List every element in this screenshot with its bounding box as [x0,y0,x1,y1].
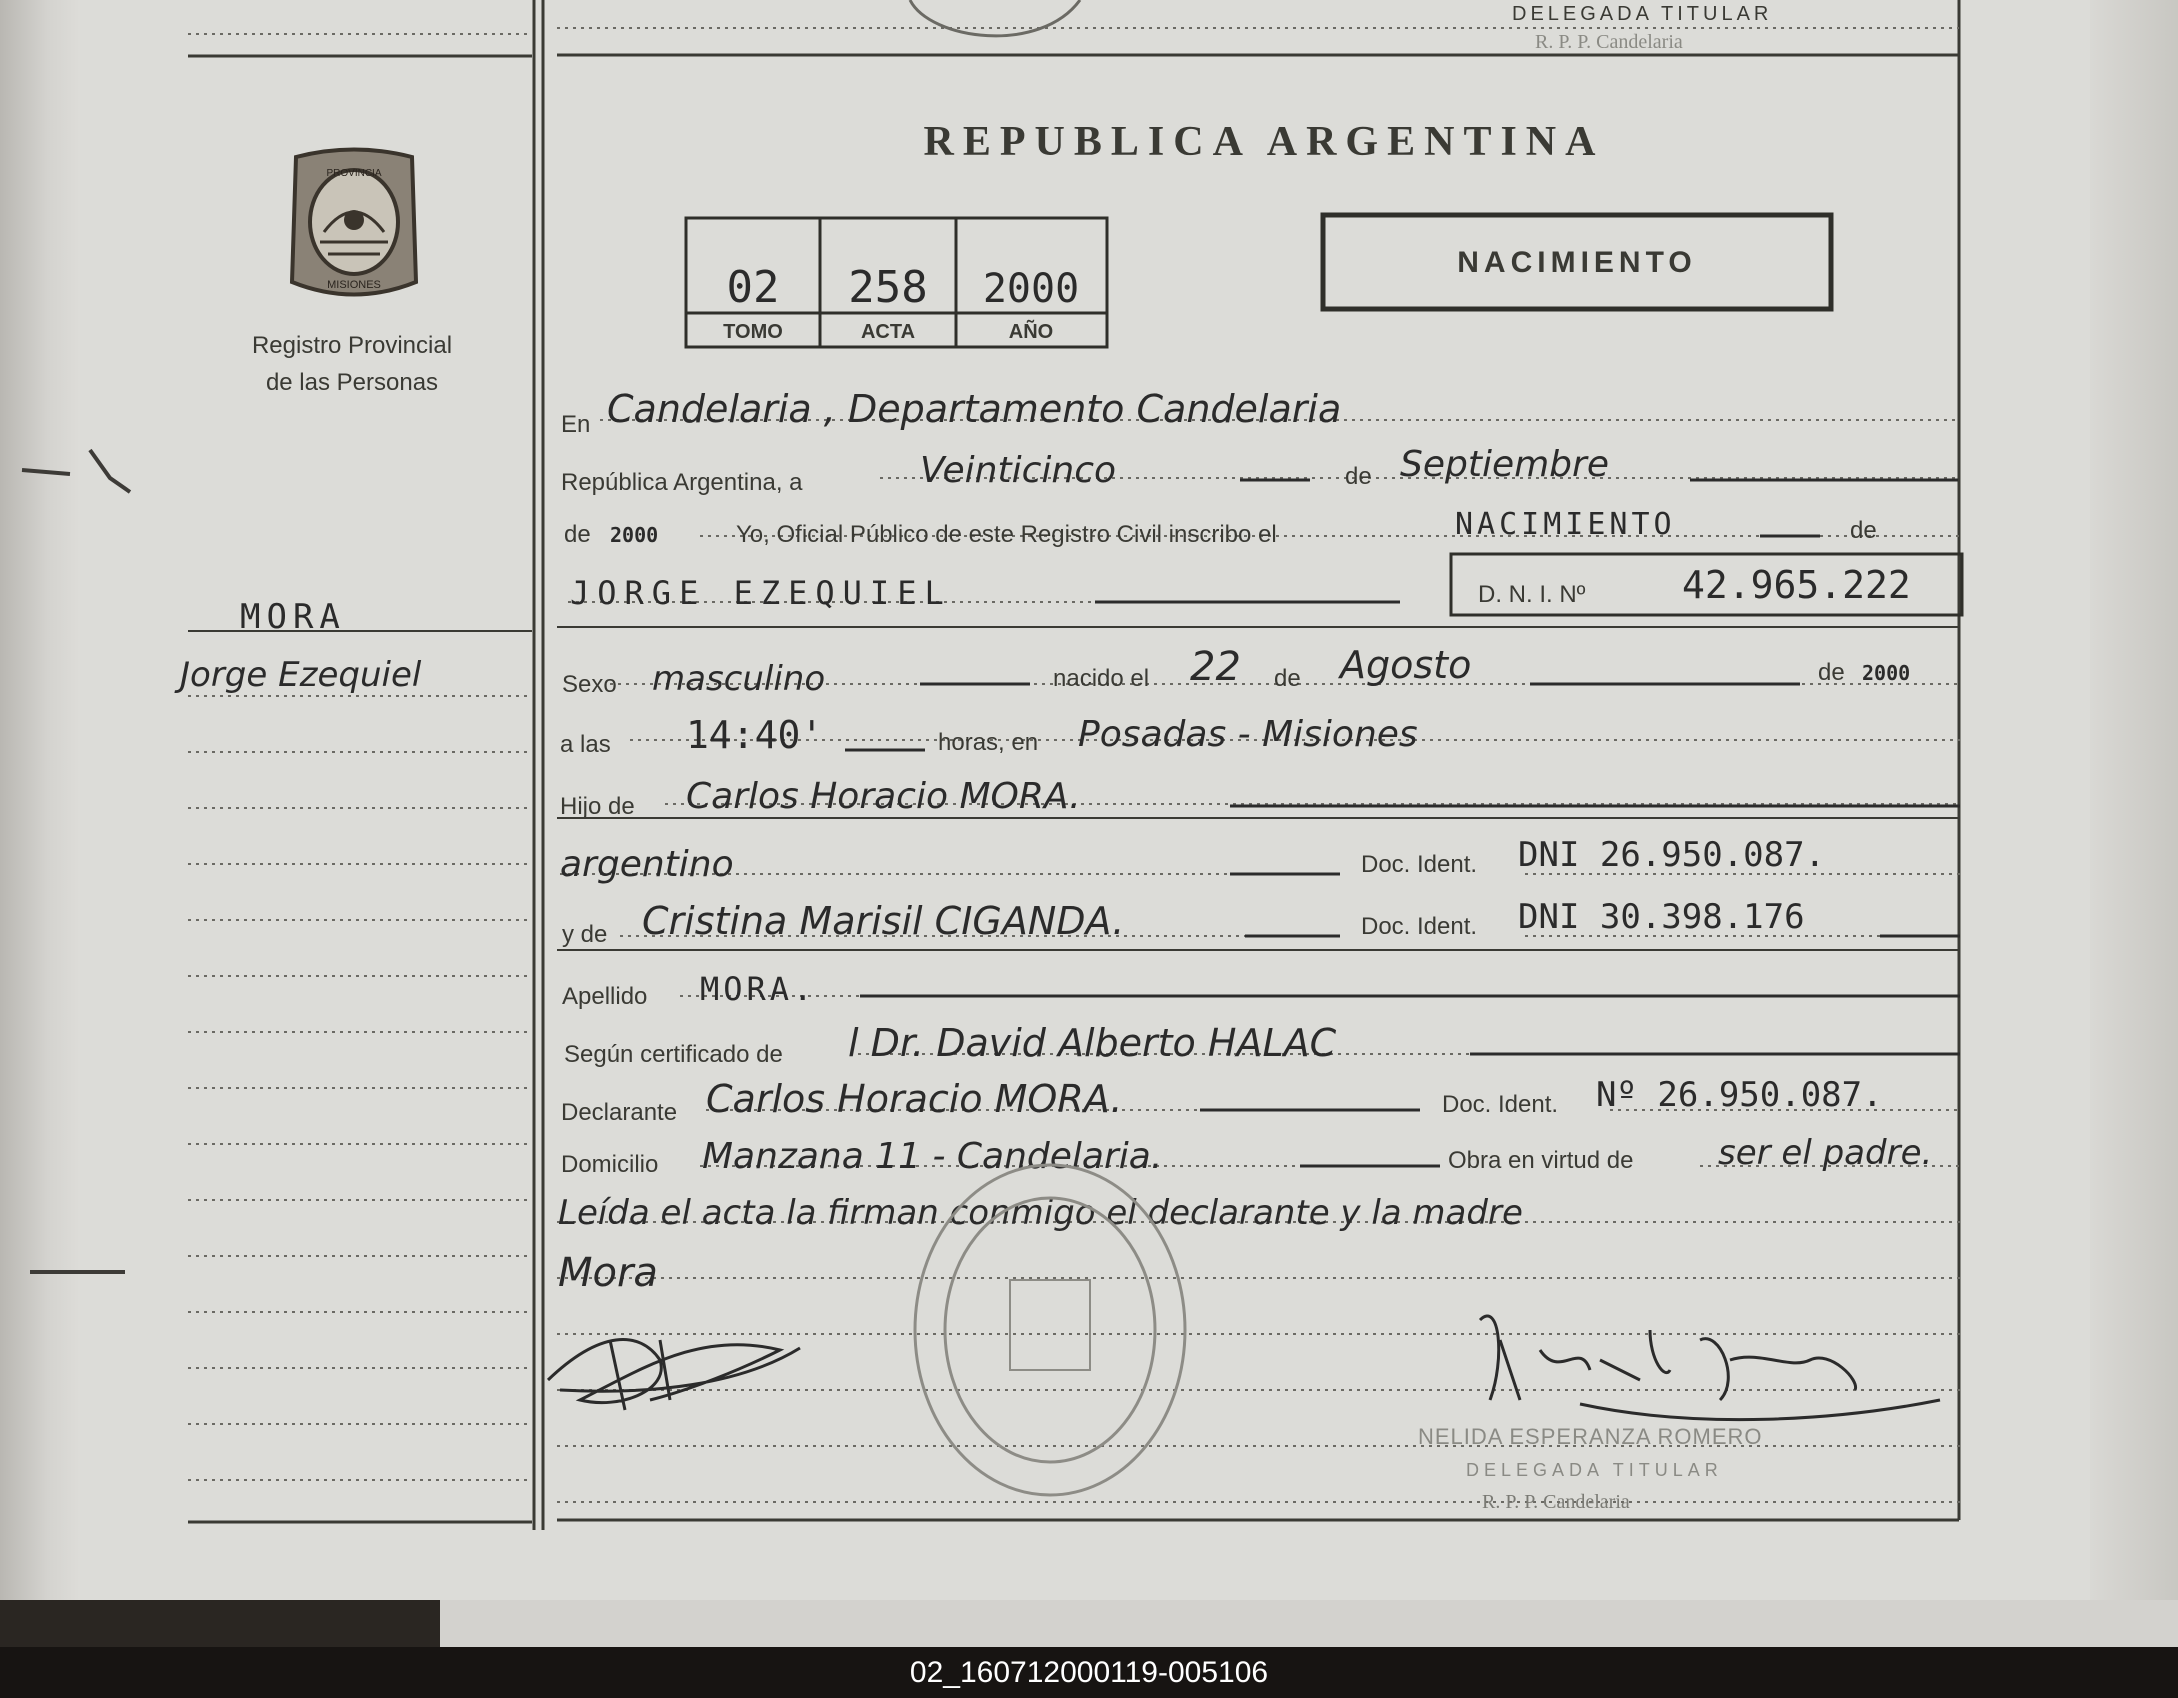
svg-text:masculino: masculino [652,659,826,699]
svg-text:MISIONES: MISIONES [327,279,381,291]
svg-text:Manzana 11 - Candelaria.: Manzana 11 - Candelaria. [702,1136,1163,1177]
svg-text:MORA.: MORA. [700,970,817,1008]
mother-signature: Mora [558,1250,658,1296]
svg-text:de: de [1850,517,1877,544]
svg-text:argentino: argentino [560,844,734,885]
svg-text:Doc. Ident.: Doc. Ident. [1361,913,1478,940]
svg-text:En: En [561,411,591,438]
svg-text:JORGE EZEQUIEL: JORGE EZEQUIEL [570,574,952,612]
tomo-value: 02 [726,262,780,313]
svg-text:2000: 2000 [610,523,659,547]
margin-given-names: Jorge Ezequiel [180,655,422,695]
top-stamp [910,0,1772,53]
svg-text:Carlos Horacio MORA.: Carlos Horacio MORA. [686,776,1081,817]
officer-office: R. P. P. Candelaria [1482,1491,1630,1513]
svg-text:DNI 26.950.087.: DNI 26.950.087. [1518,835,1826,875]
act-type-box [1323,215,1831,309]
svg-text:Carlos Horacio MORA.: Carlos Horacio MORA. [706,1077,1123,1121]
svg-text:42.965.222: 42.965.222 [1682,563,1911,607]
svg-text:Domicilio: Domicilio [561,1151,659,1178]
registration-box [686,218,1107,347]
officer-name: NELIDA ESPERANZA ROMERO [1418,1424,1763,1449]
svg-text:Leída el acta la firman conmig: Leída el acta la firman conmigo el declarante y la madre [558,1193,1523,1233]
year-value: 2000 [982,266,1080,312]
svg-text:Hijo de: Hijo de [560,793,635,820]
svg-text:DNI 30.398.176: DNI 30.398.176 [1518,897,1805,937]
svg-text:Nº 26.950.087.: Nº 26.950.087. [1596,1075,1883,1115]
svg-text:DELEGADA TITULAR: DELEGADA TITULAR [1512,3,1773,25]
acta-value: 258 [848,262,928,313]
column-rules [188,0,1959,1530]
svg-text:de: de [564,521,591,548]
svg-text:14:40': 14:40' [686,713,824,757]
declarant-signature [548,1340,800,1410]
svg-text:Según certificado de: Según certificado de [564,1041,783,1068]
binding-stitch [22,450,130,1272]
country-title: REPUBLICA ARGENTINA [923,119,1605,165]
svg-text:NACIMIENTO: NACIMIENTO [1457,246,1697,279]
svg-text:ser el padre.: ser el padre. [1718,1133,1933,1173]
officer-title: DELEGADA TITULAR [1466,1460,1723,1480]
svg-text:de: de [1818,659,1845,686]
svg-text:República Argentina, a: República Argentina, a [561,469,803,496]
svg-text:Declarante: Declarante [561,1099,678,1126]
svg-text:NACIMIENTO: NACIMIENTO [1455,507,1676,542]
svg-text:de: de [1345,463,1372,490]
svg-text:Septiembre: Septiembre [1400,444,1609,485]
acta-label: ACTA [860,321,916,343]
form-dotted-lines [557,28,1965,1502]
svg-text:l Dr. David Alberto HALAC: l Dr. David Alberto HALAC [848,1021,1337,1065]
svg-text:PROVINCIA: PROVINCIA [326,168,382,179]
margin-surname: MORA [240,597,346,637]
svg-text:a las: a las [560,731,611,758]
svg-text:Obra en virtud de: Obra en virtud de [1448,1147,1634,1174]
svg-text:Yo, Oficial Público de este Re: Yo, Oficial Público de este Registro Civil inscribo el [736,521,1277,548]
registry-name-line2: de las Personas [265,369,439,396]
svg-text:Sexo: Sexo [562,671,617,698]
image-caption: 02_160712000119-005106 [909,1656,1269,1689]
svg-text:Doc. Ident.: Doc. Ident. [1361,851,1478,878]
officer-signature [1480,1316,1940,1420]
svg-text:nacido el: nacido el [1053,665,1150,692]
svg-text:y de: y de [562,921,608,948]
svg-text:Cristina Marisil CIGANDA.: Cristina Marisil CIGANDA. [642,899,1125,943]
svg-text:22: 22 [1190,644,1241,690]
svg-text:Posadas - Misiones: Posadas - Misiones [1078,714,1418,755]
provincial-seal [292,150,416,295]
tomo-label: TOMO [723,321,783,343]
year-label: AÑO [1008,321,1054,343]
svg-text:2000: 2000 [1862,661,1911,685]
svg-text:de: de [1274,665,1301,692]
svg-text:Agosto: Agosto [1340,643,1472,687]
svg-text:R. P. P. Candelaria: R. P. P. Candelaria [1535,31,1683,53]
svg-text:Doc. Ident.: Doc. Ident. [1442,1091,1559,1118]
svg-text:Veinticinco: Veinticinco [920,450,1117,491]
svg-text:Apellido: Apellido [562,983,648,1010]
registry-name-line1: Registro Provincial [251,332,453,359]
svg-text:D. N. I. Nº: D. N. I. Nº [1478,581,1586,608]
svg-text:horas, en: horas, en [938,729,1039,756]
svg-text:Candelaria , Departamento Cand: Candelaria , Departamento Candelaria [607,387,1342,431]
